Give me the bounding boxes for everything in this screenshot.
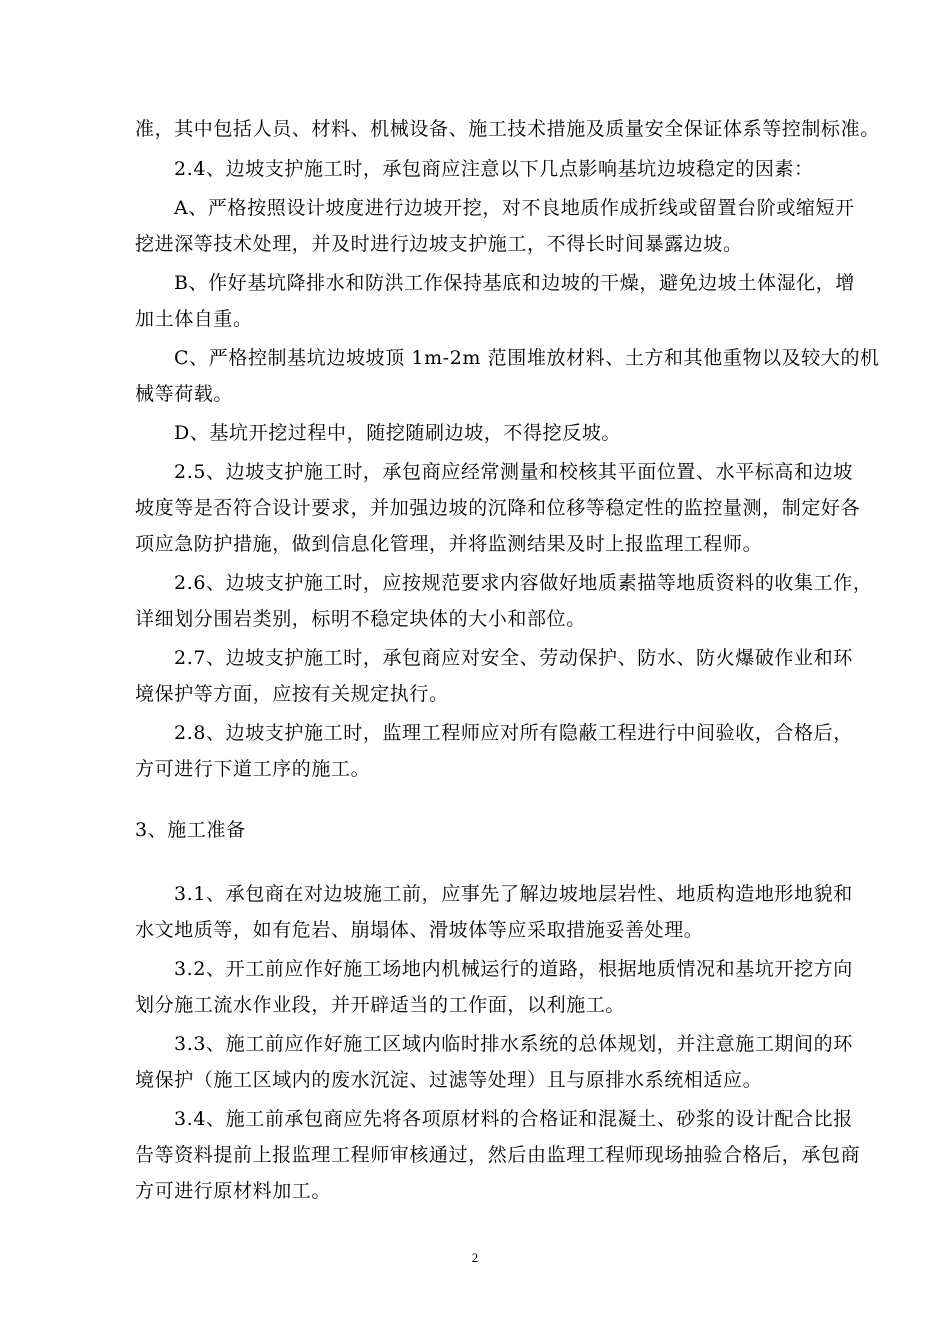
text-line: 2.7、边坡支护施工时，承包商应对安全、劳动保护、防水、防火爆破作业和环: [174, 647, 853, 669]
text-line: C、严格控制基坑边坡坡顶 1m-2m 范围堆放材料、土方和其他重物以及较大的机: [174, 347, 880, 369]
text-line: 境保护等方面，应按有关规定执行。: [135, 683, 449, 705]
text-line: 详细划分围岩类别，标明不稳定块体的大小和部位。: [135, 608, 586, 630]
text-line: 3.1、承包商在对边坡施工前，应事先了解边坡地层岩性、地质构造地形地貌和: [174, 883, 853, 905]
text-line: 方可进行原材料加工。: [135, 1180, 332, 1202]
text-line: 3.4、施工前承包商应先将各项原材料的合格证和混凝土、砂浆的设计配合比报: [174, 1108, 853, 1130]
text-line: 方可进行下道工序的施工。: [135, 758, 371, 780]
text-line: 2.8、边坡支护施工时，监理工程师应对所有隐蔽工程进行中间验收，合格后，: [174, 722, 853, 744]
page-number: 2: [471, 1250, 479, 1265]
text-line: 加土体自重。: [135, 308, 253, 330]
text-line: 水文地质等，如有危岩、崩塌体、滑坡体等应采取措施妥善处理。: [135, 919, 704, 941]
text-line: A、严格按照设计坡度进行边坡开挖，对不良地质作成折线或留置台阶或缩短开: [174, 197, 855, 219]
text-line: 2.5、边坡支护施工时，承包商应经常测量和校核其平面位置、水平标高和边坡: [174, 461, 853, 483]
text-line: 告等资料提前上报监理工程师审核通过，然后由监理工程师现场抽验合格后，承包商: [135, 1144, 861, 1166]
text-line: 械等荷载。: [135, 383, 234, 405]
text-line: 3.2、开工前应作好施工场地内机械运行的道路，根据地质情况和基坑开挖方向: [174, 958, 853, 980]
section-heading: 3、施工准备: [135, 819, 246, 841]
text-line: 划分施工流水作业段，并开辟适当的工作面，以利施工。: [135, 994, 626, 1016]
text-line: 2.6、边坡支护施工时，应按规范要求内容做好地质素描等地质资料的收集工作，: [174, 572, 873, 594]
text-line: 挖进深等技术处理，并及时进行边坡支护施工，不得长时间暴露边坡。: [135, 233, 743, 255]
text-line: 坡度等是否符合设计要求，并加强边坡的沉降和位移等稳定性的监控量测，制定好各: [135, 497, 861, 519]
text-line: 境保护（施工区域内的废水沉淀、过滤等处理）且与原排水系统相适应。: [135, 1069, 763, 1091]
text-line: D、基坑开挖过程中，随挖随刷边坡，不得挖反坡。: [174, 422, 622, 444]
text-line: 项应急防护措施，做到信息化管理，并将监测结果及时上报监理工程师。: [135, 533, 763, 555]
text-line: 准，其中包括人员、材料、机械设备、施工技术措施及质量安全保证体系等控制标准。: [135, 118, 880, 140]
text-line: B、作好基坑降排水和防洪工作保持基底和边坡的干燥，避免边坡土体湿化，增: [174, 272, 855, 294]
text-line: 2.4、边坡支护施工时，承包商应注意以下几点影响基坑边坡稳定的因素：: [174, 158, 814, 180]
text-line: 3.3、施工前应作好施工区域内临时排水系统的总体规划，并注意施工期间的环: [174, 1033, 853, 1055]
